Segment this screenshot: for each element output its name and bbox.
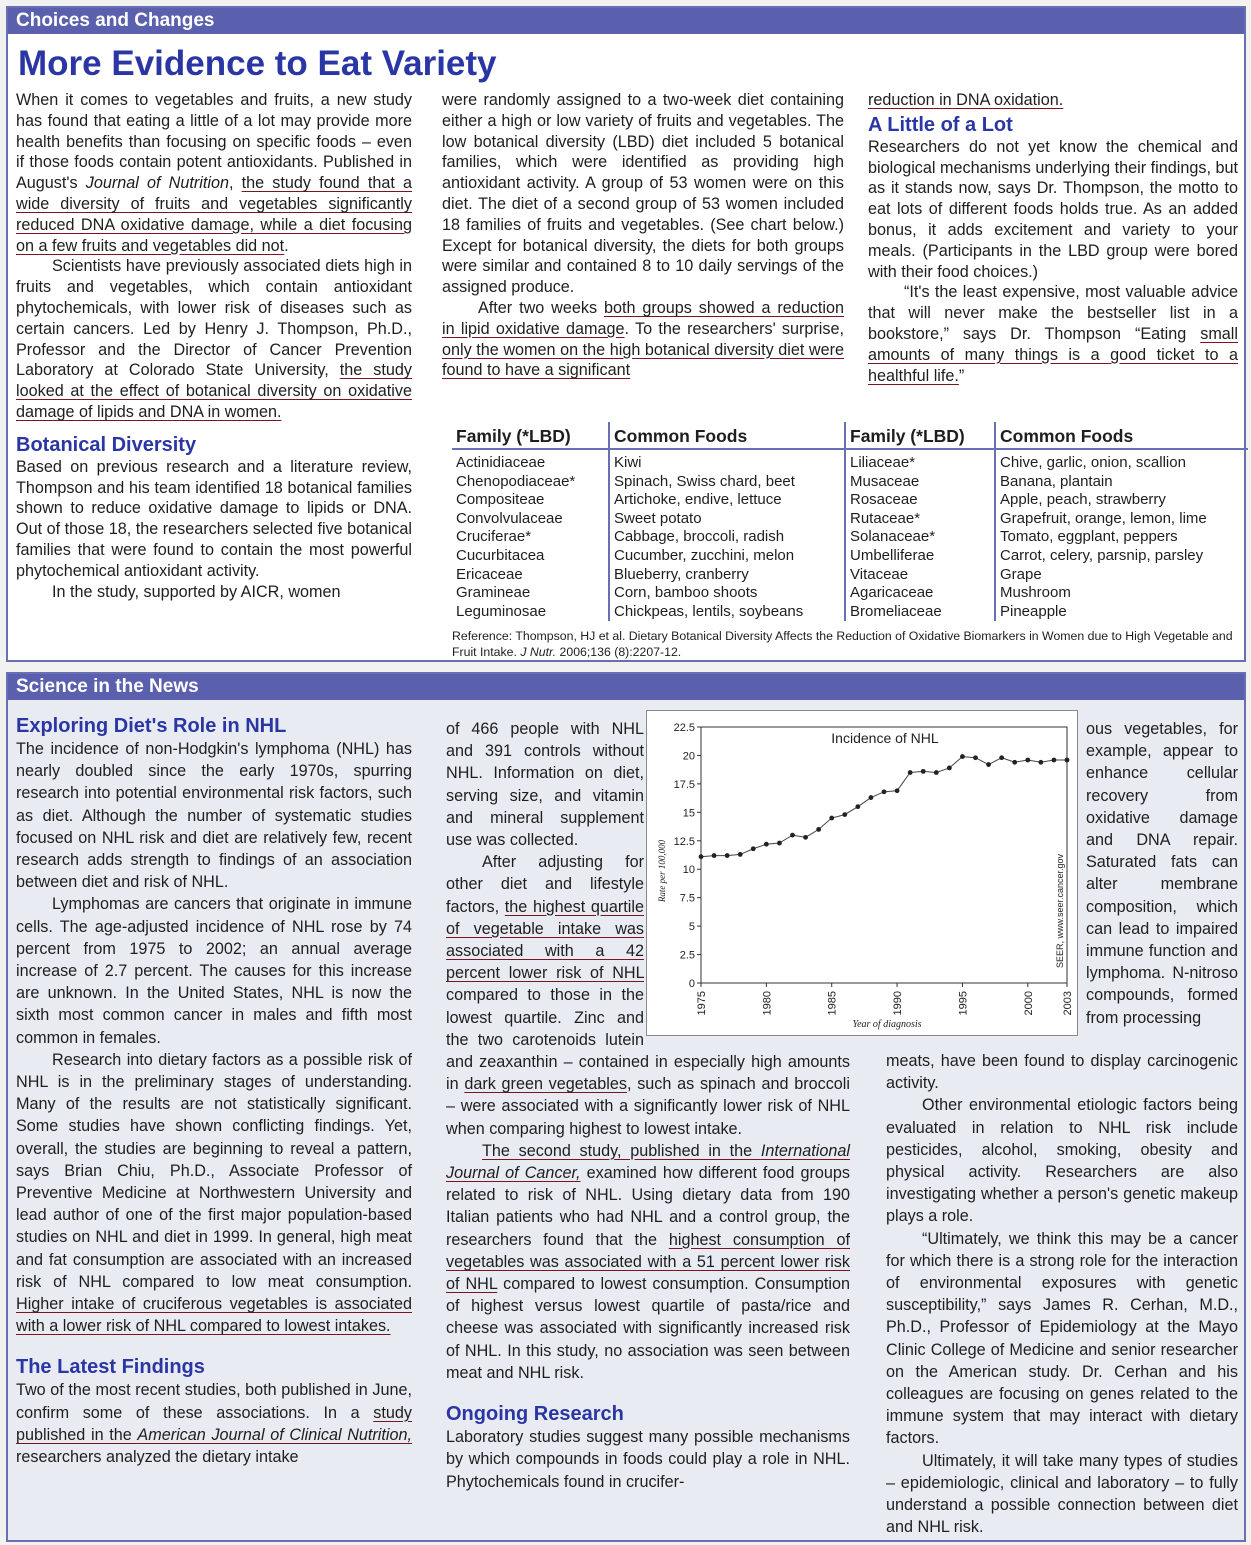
data-point [1052,758,1057,763]
data-point [934,770,939,775]
data-point [816,827,821,832]
x-tick-label: 1975 [696,991,708,1016]
paragraph-cruciferous: ous vegetables, for example, appear to enhance cellular recovery from oxidative damage and DNA repair. Saturated fats can alter membrane composition, which can lead to impaired immune function and lymphoma. N-nitroso compounds, formed from processing [1086,720,1238,1027]
data-point [751,846,756,851]
data-point [1038,760,1043,765]
chart-axes [674,722,1074,1015]
paragraph-mechanisms: Researchers do not yet know the chemical and biological mechanisms underlying their findings, but as it stands now, says Dr. Thompson, the motto to eat lots of different foods holds true. As an added bonus, it adds excitement and variety to your meals. (Participants in the LBD group were bored with their food choices.) [868,137,1238,281]
highlighted-text: both groups showed a reduction in lipid oxidative damage [442,298,844,338]
subheading-little-of-a-lot: A Little of a Lot [868,113,1013,136]
table-reference: Reference: Thompson, HJ et al. Dietary Botanical Diversity Affects the Reduction of Oxidative Biomarkers in Women due to High Vegetable and Fruit Intake. J Nutr. 2006;136 (8):2207-12. [452,629,1233,659]
table-cell: Cabbage, broccoli, radish [614,528,785,546]
data-point [764,842,769,847]
table-cell: Liliaceae* [850,454,916,471]
paragraph-adjusting: After adjusting for other diet and lifestyle factors, the highest quartile of vegetable intake was associated with a 42 percent lower risk of NHL compared to those in the lowest quartile. Zinc and the two carotenoids lutein and zeaxanthin – contained in especially high amounts in dark green vegetables, such as spinach and broccoli – were associated with a significantly lower risk of NHL when comparing highest to lowest intake. [446,853,850,1138]
table-cell: Chickpeas, lentils, soybeans [614,602,804,620]
table-cell: Rutaceae* [850,509,921,527]
table-cell: Banana, plantain [1000,472,1113,490]
highlighted-text: highest consumption of vegetables was associated with a 51 percent lower risk of NHL [446,1230,851,1294]
y-tick-label: 15 [682,807,695,820]
highlighted-text: The second study, published in the International Journal of Cancer, [446,1141,850,1183]
table-cell: Agaricaceae [850,584,934,602]
paragraph-assignment: were randomly assigned to a two-week diet containing either a high or low variety of fruits and vegetables. The low botanical diversity (LBD) diet included 5 botanical families, which were identified as providing high antioxidant activity. A group of 53 women were on this diet. The diet of a second group of 53 women included 18 families of fruits and vegetables. (See chart below.) Except for botanical diversity, the diets for both groups were similar and contained 8 to 10 daily servings of the assigned produce. [442,91,844,297]
table-cell: Sweet potato [614,509,702,527]
table-header-cell: Family (*LBD) [456,426,571,446]
table-cell: Pineapple [1000,602,1067,620]
data-point [999,755,1004,760]
table-cell: Ericaceae [456,565,523,583]
table-cell: Leguminosae [456,602,547,620]
table-cell: Artichoke, endive, lettuce [614,491,782,509]
section-band-title: Science in the News [8,674,1244,700]
data-point [882,789,887,794]
data-point [895,788,900,793]
paragraph-cerhan-quote: “Ultimately, we think this may be a cancer for which there is a strong role for the interaction of environmental exposures with genetic susceptibility,” says James R. Cerhan, M.D., Ph.D., Professor of Epidemiology at the Mayo Clinic College of Medicine and senior researcher on the American study. Dr. Cerhan and his colleagues are focusing on genes related to the immune system that may interact with dietary factors. [886,1229,1238,1448]
table-column-families-left [452,450,608,621]
table-cell: Tomato, eggplant, peppers [1000,528,1178,546]
y-tick-label: 12.5 [673,835,695,848]
table-cell: Cruciferae* [456,528,532,546]
table-cell: Kiwi [614,454,642,471]
section-band-title: Choices and Changes [8,8,1244,34]
paragraph-second-study: The second study, published in the International Journal of Cancer, examined how different food groups related to risk of NHL. Using dietary data from 190 Italian patients who had NHL and a control group, the researchers found that the highest consumption of vegetables was associated with a 51 percent lower risk of NHL compared to lowest consumption. Consumption of highest versus lowest quartile of pasta/rice and cheese was associated with significantly increased risk of NHL. In this study, no association was seen between meat and NHL risk. [446,1141,851,1382]
x-tick-label: 2003 [1062,991,1074,1016]
paragraph-intro: When it comes to vegetables and fruits, a new study has found that eating a little of a lot may provide more health benefits than focusing on specific foods – even if those foods contain potent antioxidants. Published in August's Journal of Nutrition, the study found that a wide diversity of fruits and vegetables significantly reduced DNA oxidative damage, while a diet focusing on a few fruits and vegetables did not. [16,91,412,255]
data-point [986,762,991,767]
paragraph-participants: of 466 people with NHL and 391 controls without NHL. Information on diet, serving size, and vitamin and mineral supplement use was collected. [446,720,644,850]
table-column-foods-right [994,450,1248,621]
choices-and-changes-section [6,6,1246,662]
table-cell: Chive, garlic, onion, scallion [1000,454,1186,471]
subheading-botanical-diversity: Botanical Diversity [16,433,197,456]
paragraph-dna [868,90,1238,111]
data-point [738,852,743,857]
table-cell: Chenopodiaceae* [456,472,576,490]
data-point [1012,760,1017,765]
table-header-row [452,422,1248,450]
paragraph-incidence: The incidence of non-Hodgkin's lymphoma (NHL) has nearly doubled since the early 1970s, spurring research into potential environmental risk factors, such as diet. Although the number of systematic studies focused on NHL risk and diet are relatively few, recent research adds strength to findings of an association between diet and risk of NHL. [16,740,412,892]
data-point [777,841,782,846]
highlighted-text: the study looked at the effect of botanical diversity on oxidative damage of lipids and DNA in women. [16,361,412,421]
chart-series [699,754,1070,859]
data-point [725,853,730,858]
table-cell: Compositeae [456,491,545,509]
table-header-cell: Family (*LBD) [844,422,994,448]
news-column-3 [886,1050,1238,1538]
table-cell: Mushroom [1000,584,1071,602]
table-cell: Grapefruit, orange, lemon, lime [1000,509,1207,527]
highlighted-text: dark green vegetables [464,1075,627,1094]
data-point [1025,758,1030,763]
paragraph-ultimately: Ultimately, it will take many types of studies – epidemiologic, clinical and laboratory – to fully understand a possible connection between diet and NHL risk. [886,1451,1238,1537]
paragraph-lymphomas: Lymphomas are cancers that originate in immune cells. The age-adjusted incidence of NHL rose by 74 percent from 1975 to 2002; an annual average increase of 2.7 percent. The causes for this increase are unknown. In the United States, NHL is now the sixth most common cancer in males and fifth most common in females. [16,895,412,1047]
paragraph-meats: meats, have been found to display carcinogenic activity. [886,1052,1238,1093]
nhl-incidence-chart [646,710,1078,1036]
table-cell: Rosaceae [850,491,918,509]
highlighted-text: Higher intake of cruciferous vegetables is associated with a lower risk of NHL compared to lowest intakes. [16,1295,412,1336]
y-tick-label: 7.5 [679,892,695,905]
table-cell: Musaceae [850,472,920,490]
data-point [921,769,926,774]
chart-x-axis-label: Year of diagnosis [852,1019,922,1030]
highlighted-text: small amounts of many things is a good ticket to a healthful life. [868,324,1238,385]
paragraph-scientists: Scientists have previously associated diets high in fruits and vegetables, which contain antioxidant phytochemicals, with lower risk of diseases such as certain cancers. Led by Henry J. Thompson, Ph.D., Professor and the Director of Cancer Prevention Laboratory at Colorado State University, the study looked at the effect of botanical diversity on oxidative damage of lipids and DNA in women. [16,257,412,421]
series-line [701,757,1067,857]
article-column-1 [16,90,412,602]
data-point [829,816,834,821]
paragraph-quote: “It's the least expensive, most valuable advice that will never make the bestseller list in a bookstore,” says Dr. Thompson “Eating small amounts of many things is a good ticket to a healthful life.” [868,283,1238,385]
y-tick-label: 5 [688,921,695,934]
article-column-3 [868,90,1238,386]
paragraph-study-intro: In the study, supported by AICR, women [52,582,341,601]
subheading-latest-findings: The Latest Findings [16,1356,205,1379]
table-header-cell: Common Foods [994,422,1248,448]
table-cell: Carrot, celery, parsnip, parsley [1000,546,1204,564]
table-cell: Blueberry, cranberry [614,565,749,583]
data-point [973,755,978,760]
data-point [842,812,847,817]
paragraph-two-studies: Two of the most recent studies, both published in June, confirm some of these associations. In a study published in the American Journal of Clinical Nutrition, researchers analyzed the dietary intake [16,1381,412,1467]
x-tick-label: 1980 [761,991,774,1016]
x-tick-label: 2000 [1022,991,1035,1016]
y-tick-label: 17.5 [673,778,695,791]
table-body [452,450,1248,621]
data-point [803,835,808,840]
data-point [712,853,717,858]
table-column-families-right [844,450,994,621]
data-point [908,770,913,775]
table-cell: Cucurbitacea [456,546,545,564]
highlighted-text: only the women on the high botanical diversity diet were found to have a significant [442,340,844,380]
subheading-exploring-diet: Exploring Diet's Role in NHL [16,715,287,737]
chart-svg [647,711,1079,1037]
table-cell: Umbelliferae [850,546,935,564]
paragraph-lab-studies: Laboratory studies suggest many possible mechanisms by which compounds in foods could play a role in NHL. Phytochemicals found in crucifer- [446,1428,850,1491]
paragraph-environmental: Other environmental etiologic factors being evaluated in relation to NHL risk include pesticides, alcohol, smoking, obesity and physical activity. Researchers are also investigating whether a person's genetic makeup plays a role. [886,1096,1238,1226]
botanical-families-table [452,422,1248,621]
news-column-3-top [1086,718,1238,1029]
paragraph-results: After two weeks both groups showed a reduction in lipid oxidative damage. To the researchers' surprise, only the women on the high botanical diversity diet were found to have a significant [442,298,844,380]
x-tick-label: 1990 [892,991,905,1016]
data-point [1065,758,1070,763]
table-cell: Grape [1000,565,1042,583]
table-cell: Actinidiaceae [456,454,546,471]
table-cell: Convolvulaceae [456,509,563,527]
chart-plot-frame [701,727,1067,983]
table-header-cell: Common Foods [608,422,844,448]
data-point [790,833,795,838]
x-tick-label: 1985 [826,991,839,1016]
paragraph-botanical: Based on previous research and a literature review, Thompson and his team identified 18 botanical families shown to reduce oxidative damage to lipids or DNA. Out of those 18, the researchers selected five botanical families that were found to contain the most powerful phytochemical antioxidant activity. [16,457,412,580]
highlighted-text: reduction in DNA oxidation. [868,91,1064,109]
news-column-1 [16,714,412,1468]
highlighted-text: the study found that a wide diversity of fruits and vegetables significantly reduced DNA oxidative damage, while a diet focusing on a few fruits and vegetables did not [16,174,412,255]
y-tick-label: 20 [682,750,695,763]
data-point [947,766,952,771]
highlighted-text: the highest quartile of vegetable intake was associated with a 42 percent lower risk of NHL [446,897,645,983]
y-tick-label: 22.5 [673,722,695,734]
chart-title: Incidence of NHL [831,730,939,746]
subheading-ongoing-research: Ongoing Research [446,1403,624,1426]
chart-source-label: SEER, www.seer.cancer.gov [1055,853,1065,969]
table-cell: Solanaceae* [850,528,936,546]
data-point [960,754,965,759]
table-cell: Cucumber, zucchini, melon [614,546,795,564]
table-cell: Apple, peach, strawberry [1000,491,1166,509]
data-point [855,804,860,809]
chart-y-axis-label: Rate per 100,000 [657,839,667,903]
table-cell: Vitaceae [850,565,909,583]
highlighted-text: study published in the American Journal of Clinical Nutrition, [16,1403,412,1444]
article-headline: More Evidence to Eat Variety [18,44,497,83]
paragraph-research: Research into dietary factors as a possible risk of NHL is in the preliminary stages of understanding. Many of the results are not statistically significant. Some studies have shown conflicting findings. Yet, overall, the studies are beginning to reveal a pattern, says Brian Chiu, Ph.D., Associate Professor of Preventive Medicine at Northwestern University and lead author of one of the first major population-based studies on NHL and diet in 1999. In general, high meat and fat consumption are associated with an increased risk of NHL compared to low meat consumption. Higher intake of cruciferous vegetables is associated with a lower risk of NHL compared to lowest intakes. [16,1050,412,1336]
y-tick-label: 10 [682,864,695,877]
x-tick-label: 1995 [957,991,970,1016]
y-tick-label: 2.5 [679,949,695,962]
data-point [869,795,874,800]
article-column-2 [442,90,844,381]
table-cell: Gramineae [456,584,531,602]
table-cell: Corn, bamboo shoots [614,584,758,602]
data-point [699,854,704,859]
y-tick-label: 0 [688,978,695,990]
table-cell: Bromeliaceae [850,602,942,620]
table-column-foods-left [608,450,844,621]
table-cell: Spinach, Swiss chard, beet [614,472,795,490]
